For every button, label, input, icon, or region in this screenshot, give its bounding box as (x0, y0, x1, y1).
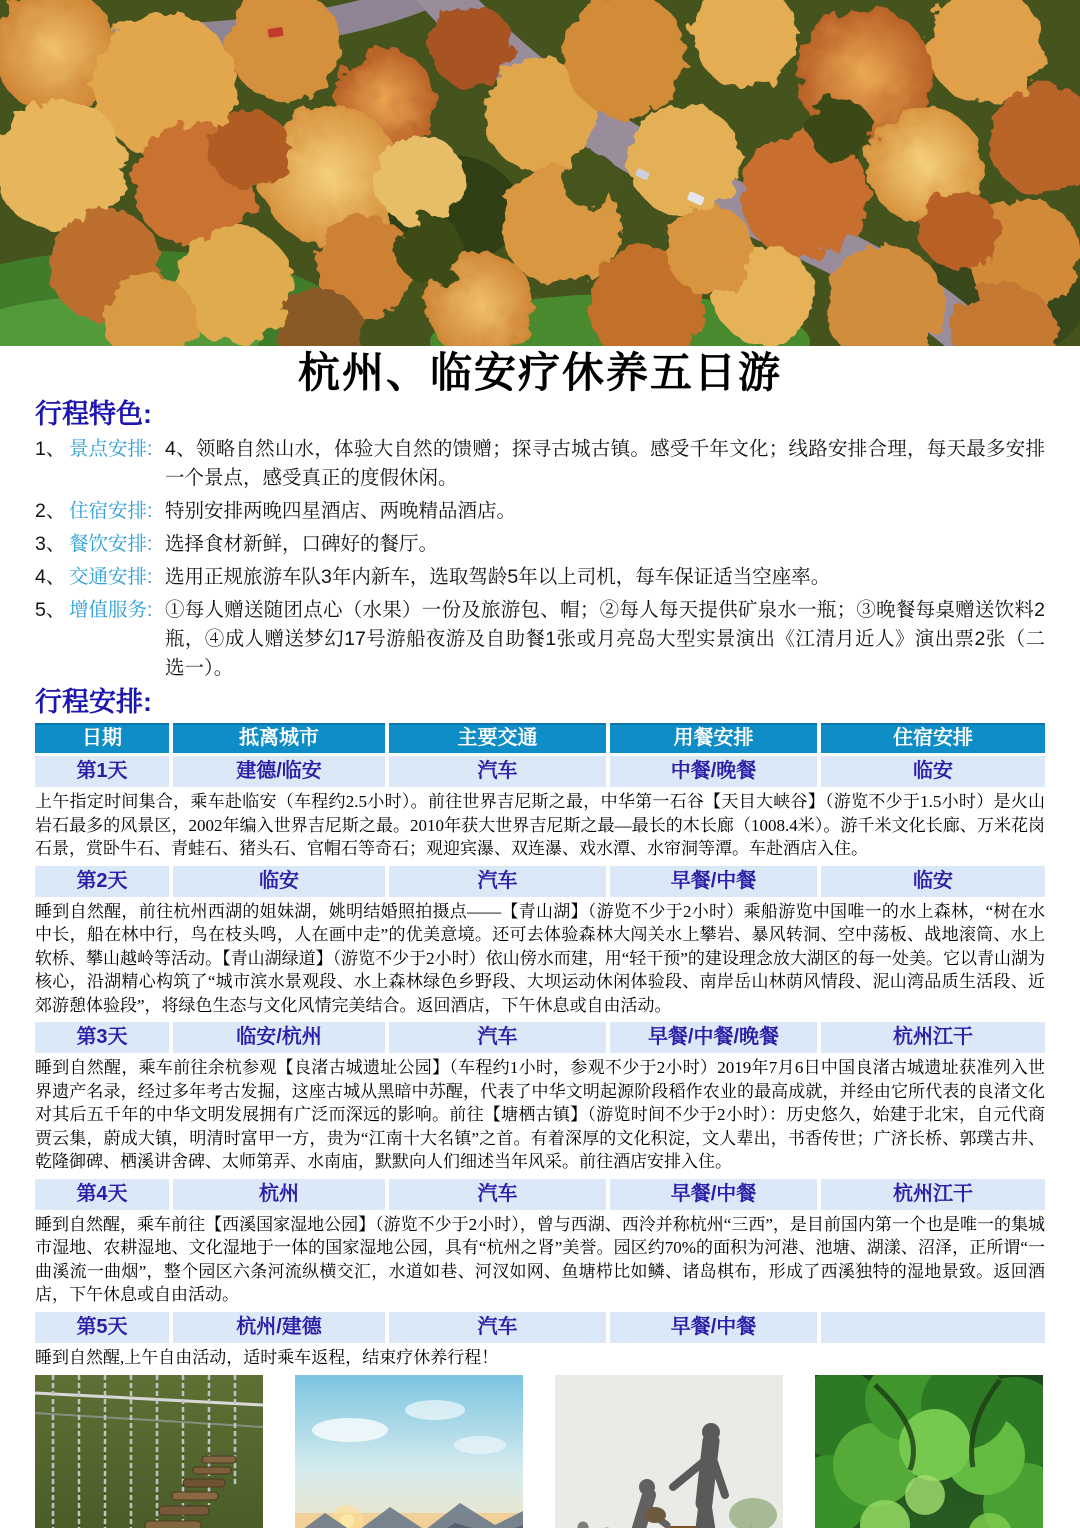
stay-cell: 杭州江干 (821, 1179, 1045, 1210)
cities-cell: 建德/临安 (173, 756, 385, 787)
feature-item (35, 596, 1045, 683)
photo-suspension-log-bridge (35, 1375, 263, 1528)
transport-cell: 汽车 (389, 1022, 606, 1053)
feature-text: ①每人赠送随团点心（水果）一份及旅游包、帽；②每人每天提供矿泉水一瓶；③晚餐每桌赠送饮料2瓶，④成人赠送梦幻17号游船夜游及自助餐1张或月亮岛大型实景演出《江清月近人》演出票2张（二选一）。 (165, 599, 1045, 679)
table-row-day4 (35, 1179, 1045, 1210)
day-cell: 第3天 (35, 1022, 169, 1053)
day-cell: 第5天 (35, 1312, 169, 1343)
table-header-row (35, 723, 1045, 753)
feature-item (35, 530, 1045, 559)
stay-cell (821, 1312, 1045, 1343)
day4-description: 睡到自然醒，乘车前往【西溪国家湿地公园】（游览不少于2小时），曾与西湖、西泠并称杭州“三西”，是目前国内第一个也是唯一的集城市湿地、农耕湿地、文化湿地于一体的国家湿地公园，具有“杭州之肾”美誉。园区约70%的面积为河港、池塘、湖漾、沼泽，正所谓“一曲溪流一曲烟”，整个园区六条河流纵横交汇，水道如巷、河汊如网、鱼塘栉比如鳞、诸岛棋布，形成了西溪独特的湿地景致。返回酒店，下午休息或自由活动。 (35, 1214, 1045, 1304)
hero-photo-autumn-forest-aerial (0, 0, 1080, 346)
meals-cell: 早餐/中餐 (610, 1179, 817, 1210)
feature-label: 景点安排: (69, 438, 153, 460)
feature-label: 餐饮安排: (69, 533, 153, 555)
stay-cell: 临安 (821, 756, 1045, 787)
day3-description: 睡到自然醒，乘车前往余杭参观【良渚古城遗址公园】（车程约1小时，参观不少于2小时）2019年7月6日中国良渚古城遗址获准列入世界遗产名录，经过多年考古发掘，这座古城从黑暗中苏醒，代表了中华文明起源阶段稻作农业的最高成就，并经由它所代表的良渚文化对其后五千年的中华文明发展拥有广泛而深远的影响。前往【塘栖古镇】（游览时间不少于2小时）：历史悠久，始建于北宋，自元代商贾云集，蔚成大镇，明清时富甲一方，贵为“江南十大名镇”之首。有着深厚的文化积淀，文人辈出，书香传世；广济长桥、郭璞古井、乾隆御碑、栖溪讲舍碑、太师第弄、水南庙，默默向人们细述当年风采。前往酒店安排入住。 (35, 1058, 1045, 1171)
table-row-day3 (35, 1022, 1045, 1053)
feature-text: 特别安排两晚四星酒店、两晚精品酒店。 (165, 500, 517, 522)
day2-description: 睡到自然醒，前往杭州西湖的姐妹湖，姚明结婚照拍摄点——【青山湖】（游览不少于2小时）乘船游览中国唯一的水上森林，“树在水中长，船在林中行，鸟在枝头鸣，人在画中走”的优美意境。还可去体验森林大闯关水上攀岩、暴风转洞、空中荡板、战地滚筒、水上软桥、攀山越岭等活动。【青山湖绿道】（游览不少于2小时）依山傍水而建，用“轻干预”的建设理念放大湖区的每一处美。它以青山湖为核心，沿湖精心构筑了“城市滨水景观段、水上森林绿色乡野段、大坝运动休闲体验段、南岸岳山林荫风情段、泥山湾品质生活段、近郊游憩体验段”，将绿色生态与文化风情完美结合。返回酒店，下午休息或自由活动。 (35, 901, 1045, 1015)
column-header-transport: 主要交通 (389, 723, 606, 753)
transport-cell: 汽车 (389, 866, 606, 897)
feature-label: 交通安排: (69, 566, 153, 588)
page-title: 杭州、临安疗休养五日游 (297, 349, 782, 396)
feature-label: 增值服务: (69, 599, 153, 621)
transport-cell: 汽车 (389, 1179, 606, 1210)
column-header-stay: 住宿安排 (821, 723, 1045, 753)
column-header-date: 日期 (35, 723, 169, 753)
photo-lake-sunset-boardwalk (295, 1375, 523, 1528)
day-cell: 第2天 (35, 866, 169, 897)
footer-photo-strip (0, 1375, 1080, 1528)
features-heading: 行程特色: (35, 399, 152, 429)
cities-cell: 杭州/建德 (173, 1312, 385, 1343)
transport-cell: 汽车 (389, 756, 606, 787)
table-row-day2 (35, 866, 1045, 897)
table-row-day5 (35, 1312, 1045, 1343)
meals-cell: 早餐/中餐 (610, 866, 817, 897)
feature-number: 3、 (35, 533, 66, 555)
feature-item (35, 563, 1045, 592)
feature-item (35, 497, 1045, 526)
feature-label: 住宿安排: (69, 500, 153, 522)
feature-item (35, 435, 1045, 493)
cities-cell: 临安 (173, 866, 385, 897)
transport-cell: 汽车 (389, 1312, 606, 1343)
stay-cell: 临安 (821, 866, 1045, 897)
feature-text: 选择食材新鲜，口碑好的餐厅。 (165, 533, 439, 555)
photo-wire-sculptures-hut (555, 1375, 783, 1528)
feature-number: 5、 (35, 599, 66, 621)
feature-text: 4、领略自然山水，体验大自然的馈赠；探寻古城古镇。感受千年文化；线路安排合理，每天最多安排一个景点，感受真正的度假休闲。 (165, 438, 1045, 489)
day5-description: 睡到自然醒,上午自由活动，适时乘车返程，结束疗休养行程！ (35, 1347, 499, 1367)
meals-cell: 早餐/中餐/晚餐 (610, 1022, 817, 1053)
feature-number: 1、 (35, 438, 66, 460)
itinerary-heading: 行程安排: (35, 687, 152, 717)
table-row-day1 (35, 756, 1045, 787)
day-cell: 第1天 (35, 756, 169, 787)
column-header-cities: 抵离城市 (173, 723, 385, 753)
photo-green-wetland-waterway (815, 1375, 1043, 1528)
column-header-meals: 用餐安排 (610, 723, 817, 753)
feature-text: 选用正规旅游车队3年内新车，选取驾龄5年以上司机，每车保证适当空座率。 (165, 566, 831, 588)
stay-cell: 杭州江干 (821, 1022, 1045, 1053)
cities-cell: 杭州 (173, 1179, 385, 1210)
day-cell: 第4天 (35, 1179, 169, 1210)
feature-number: 2、 (35, 500, 66, 522)
cities-cell: 临安/杭州 (173, 1022, 385, 1053)
meals-cell: 早餐/中餐 (610, 1312, 817, 1343)
feature-number: 4、 (35, 566, 66, 588)
itinerary-table (35, 723, 1045, 1369)
day1-description: 上午指定时间集合，乘车赴临安（车程约2.5小时）。前往世界吉尼斯之最，中华第一石谷【天目大峡谷】（游览不少于1.5小时）是火山岩石最多的风景区，2002年编入世界吉尼斯之最。2010年获大世界吉尼斯之最—最长的木长廊（1008.4米）。游千米文化长廊、万米花岗石景，赏卧牛石、青蛙石、猪头石、官帽石等奇石；观迎宾瀑、双连瀑、戏水潭、水帘洞等潭。车赴酒店入住。 (35, 792, 1045, 858)
meals-cell: 中餐/晚餐 (610, 756, 817, 787)
content-area (0, 399, 1080, 1369)
